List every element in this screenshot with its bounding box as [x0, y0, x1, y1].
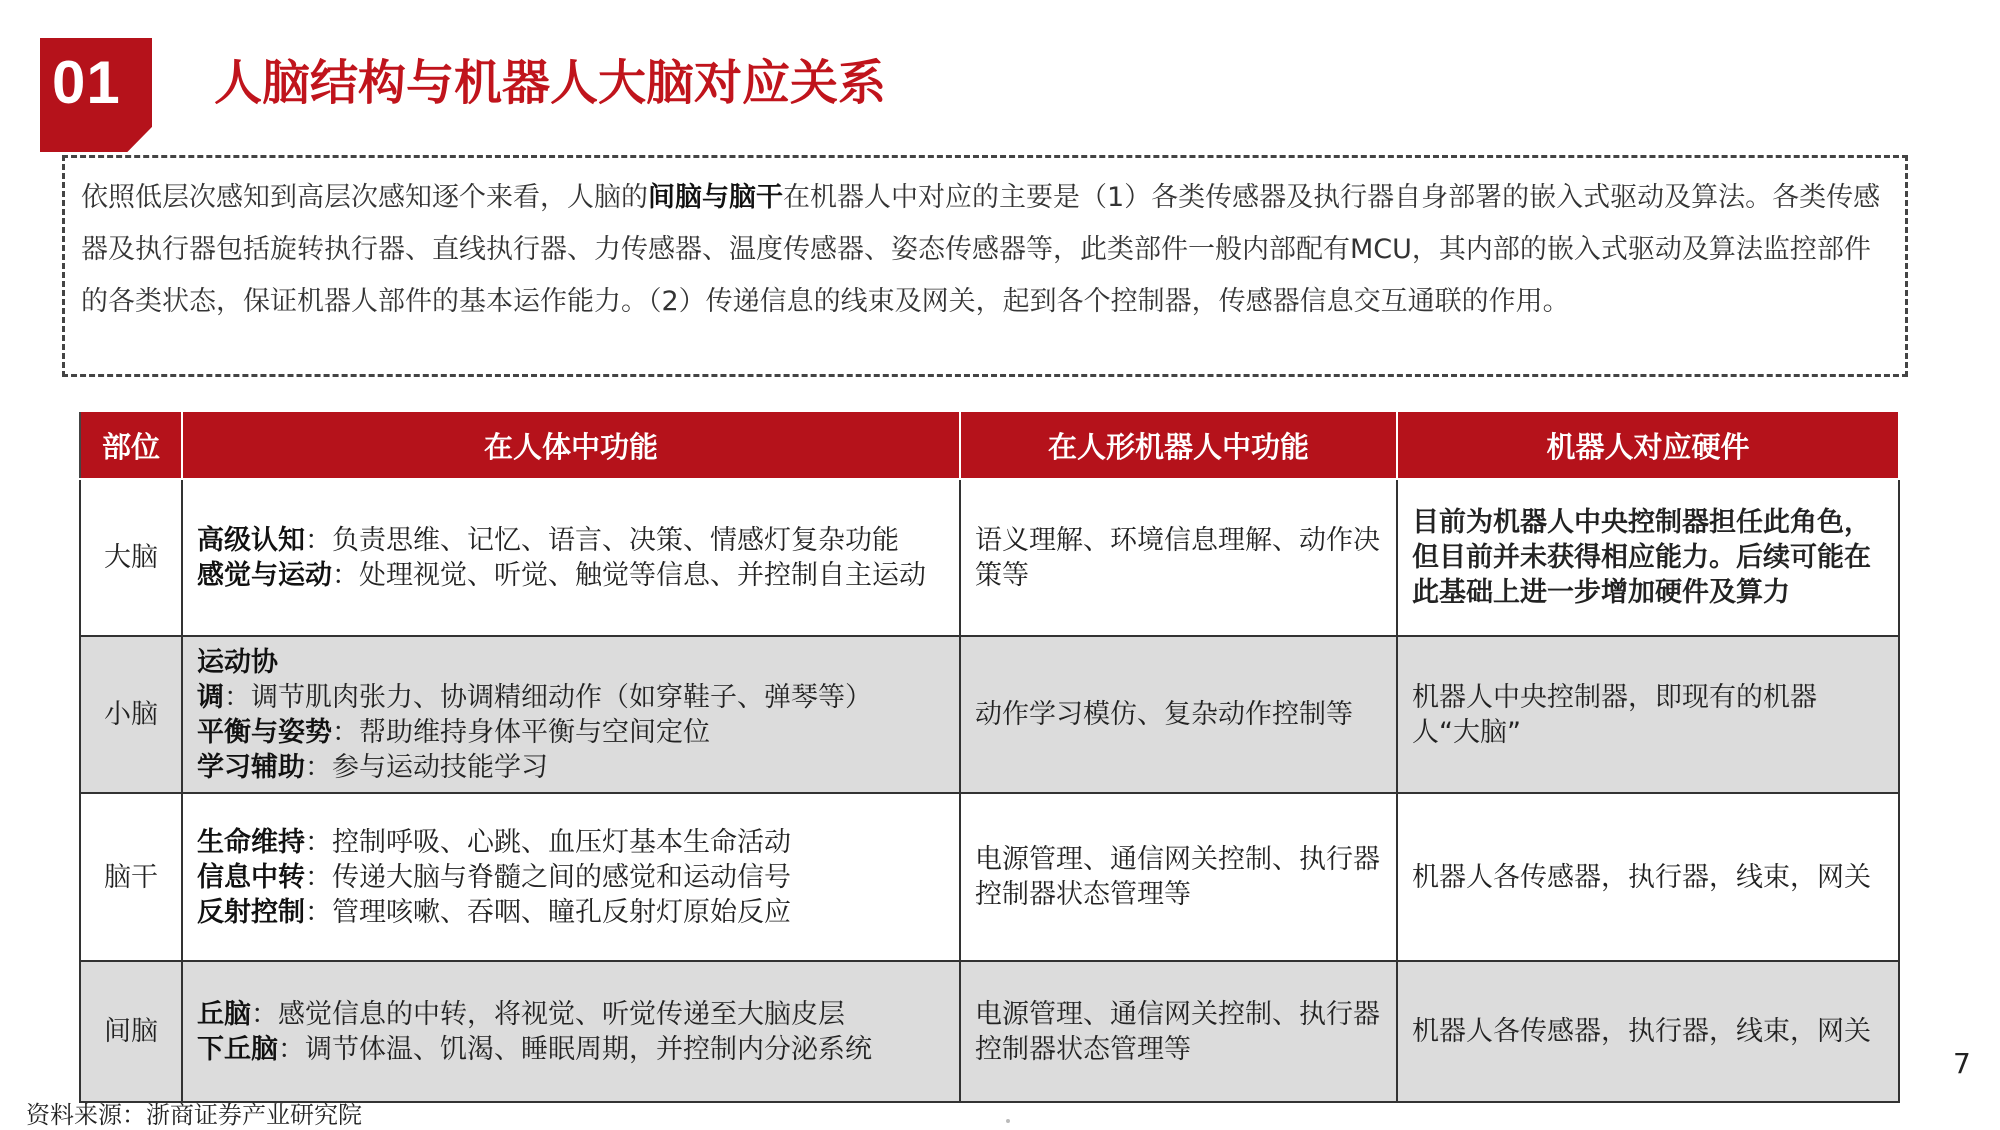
cell-robot-hardware: 机器人各传感器，执行器，线束，网关: [1397, 961, 1899, 1102]
cell-robot-hardware: 机器人各传感器，执行器，线束，网关: [1397, 793, 1899, 961]
page-number: 7: [1953, 1047, 1971, 1080]
header-robot-function: 在人形机器人中功能: [960, 411, 1397, 479]
function-term: 高级认知: [197, 524, 305, 556]
function-line: [197, 558, 945, 593]
cell-robot-function: 电源管理、通信网关控制、执行器控制器状态管理等: [960, 961, 1397, 1102]
intro-text-2: 在机器人中对应的主要是（1）各类传感器及执行器自身部署的嵌入式驱动及算法。各类传感器及执行器包括旋转执行器、直线执行器、力传感器、温度传感器、姿态传感器等，此类部件一般内部配有MCU，其内部的嵌入式驱动及算法监控部件的各类状态，保证机器人部件的基本运作能力。（2）传递信息的线束及网关，起到各个控制器，传感器信息交互通联的作用。: [81, 182, 1881, 317]
function-line: [197, 715, 945, 750]
cell-human-function: [182, 793, 960, 961]
function-desc: ：管理咳嗽、吞咽、瞳孔反射灯原始反应: [305, 896, 791, 928]
function-line: [197, 997, 945, 1032]
cell-robot-hardware: 目前为机器人中央控制器担任此角色，但目前并未获得相应能力。后续可能在此基础上进一步增加硬件及算力: [1397, 479, 1899, 636]
page-title: 人脑结构与机器人大脑对应关系: [214, 55, 887, 111]
cell-robot-function: 电源管理、通信网关控制、执行器控制器状态管理等: [960, 793, 1397, 961]
function-line: [197, 645, 945, 715]
table-header-row: [80, 411, 1899, 479]
function-line: [197, 825, 945, 860]
cell-part: 间脑: [80, 961, 182, 1102]
comparison-table: [79, 410, 1900, 1103]
function-desc: ：控制呼吸、心跳、血压灯基本生命活动: [305, 826, 791, 858]
source-note: 资料来源：浙商证券产业研究院: [26, 1101, 362, 1129]
cell-part: 脑干: [80, 793, 182, 961]
table-row: [80, 961, 1899, 1102]
cell-part: 小脑: [80, 636, 182, 793]
header-part: 部位: [80, 411, 182, 479]
function-term: 丘脑: [197, 998, 251, 1030]
function-term: 信息中转: [197, 861, 305, 893]
function-term: 平衡与姿势: [197, 716, 332, 748]
function-desc: ：参与运动技能学习: [305, 751, 548, 783]
function-desc: ：感觉信息的中转，将视觉、听觉传递至大脑皮层: [251, 998, 845, 1030]
cell-human-function: [182, 479, 960, 636]
function-term: 运动协调: [197, 646, 278, 713]
function-term: 学习辅助: [197, 751, 305, 783]
intro-bold-term: 间脑与脑干: [648, 182, 783, 213]
cell-robot-function: 语义理解、环境信息理解、动作决策等: [960, 479, 1397, 636]
function-line: [197, 1032, 945, 1067]
function-term: 生命维持: [197, 826, 305, 858]
function-term: 下丘脑: [197, 1033, 278, 1065]
function-desc: ：帮助维持身体平衡与空间定位: [332, 716, 710, 748]
cell-human-function: [182, 636, 960, 793]
function-desc: ：处理视觉、听觉、触觉等信息、并控制自主运动: [332, 559, 926, 591]
function-line: [197, 860, 945, 895]
function-line: [197, 895, 945, 930]
function-line: [197, 750, 945, 785]
table-row: [80, 793, 1899, 961]
section-number: 01: [52, 49, 121, 116]
table-row: [80, 479, 1899, 636]
decorative-dot: [1006, 1119, 1010, 1123]
function-desc: ：调节体温、饥渴、睡眠周期，并控制内分泌系统: [278, 1033, 872, 1065]
cell-human-function: [182, 961, 960, 1102]
function-term: 反射控制: [197, 896, 305, 928]
header-human-function: 在人体中功能: [182, 411, 960, 479]
header-robot-hardware: 机器人对应硬件: [1397, 411, 1899, 479]
cell-robot-function: 动作学习模仿、复杂动作控制等: [960, 636, 1397, 793]
function-desc: ：调节肌肉张力、协调精细动作（如穿鞋子、弹琴等）: [224, 681, 872, 713]
intro-text-1: 依照低层次感知到高层次感知逐个来看，人脑的: [81, 182, 648, 213]
cell-robot-hardware: 机器人中央控制器，即现有的机器人“大脑”: [1397, 636, 1899, 793]
function-term: 感觉与运动: [197, 559, 332, 591]
function-desc: ：传递大脑与脊髓之间的感觉和运动信号: [305, 861, 791, 893]
function-line: [197, 523, 945, 558]
intro-box: [62, 155, 1908, 377]
cell-part: 大脑: [80, 479, 182, 636]
table-row: [80, 636, 1899, 793]
function-desc: ：负责思维、记忆、语言、决策、情感灯复杂功能: [305, 524, 899, 556]
